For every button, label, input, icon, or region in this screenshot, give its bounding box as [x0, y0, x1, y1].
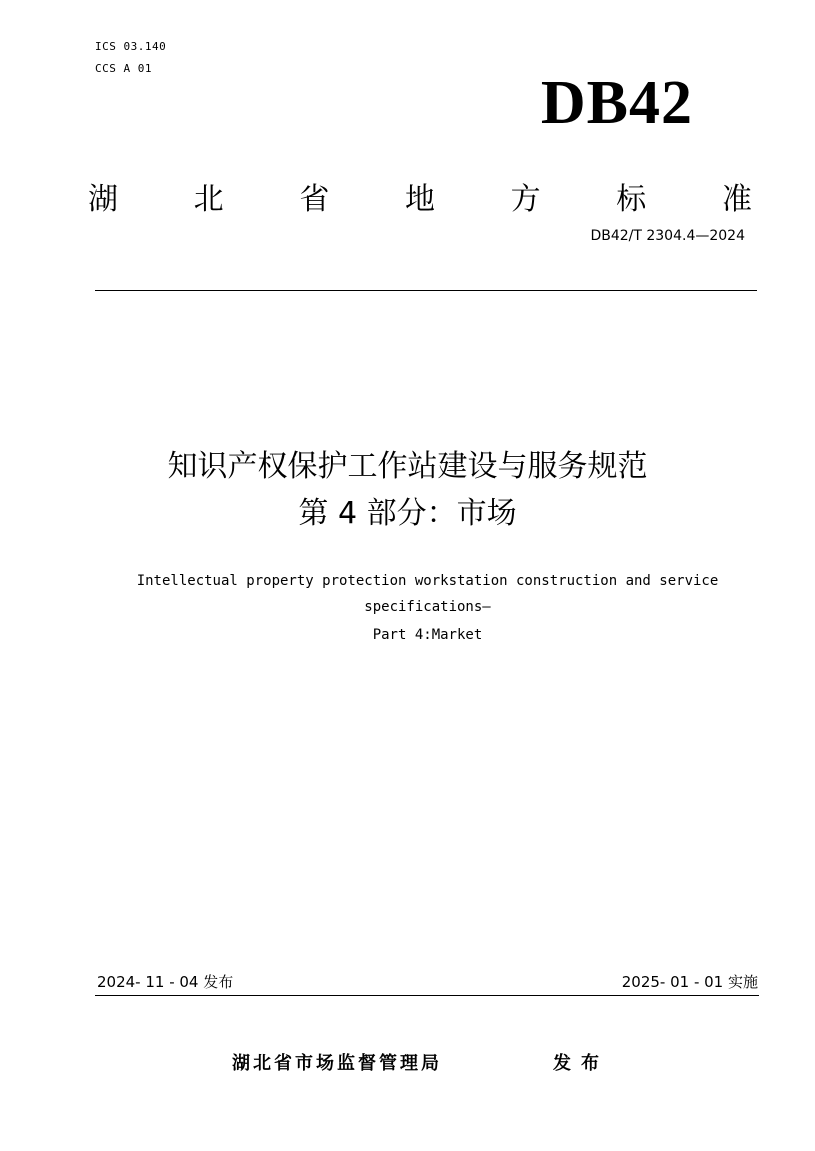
english-title-line-1: Intellectual property protection workstation construction and service [136, 573, 719, 589]
standard-type-char: 省 [299, 182, 330, 217]
issue-label: 发布 [553, 1053, 609, 1074]
document-subtitle: 第 4 部分：市场 [298, 496, 517, 531]
bottom-divider [95, 995, 759, 996]
standard-type-char: 标 [616, 182, 647, 217]
english-title-line-2: specifications— [364, 599, 491, 615]
standard-type-char: 地 [404, 182, 435, 217]
standard-type-char: 方 [510, 182, 541, 217]
standard-number: DB42/T 2304.4—2024 [590, 228, 745, 244]
issue-date: 2024- 11 - 04 发布 [97, 973, 234, 991]
db-mark: DB42 [540, 69, 693, 137]
implementation-date: 2025- 01 - 01 实施 [621, 973, 758, 991]
standard-type-char: 湖 [88, 182, 118, 217]
english-title-line-3: Part 4:Market [372, 627, 483, 643]
standard-type-heading [88, 182, 752, 218]
ics-code: ICS 03.140 [95, 40, 167, 53]
standard-type-char: 准 [721, 182, 752, 217]
ccs-code: CCS A 01 [95, 62, 152, 75]
document-title: 知识产权保护工作站建设与服务规范 [167, 449, 648, 484]
issuing-authority: 湖北省市场监督管理局 [232, 1053, 442, 1074]
standard-type-char: 北 [193, 182, 224, 217]
top-divider [95, 290, 757, 291]
